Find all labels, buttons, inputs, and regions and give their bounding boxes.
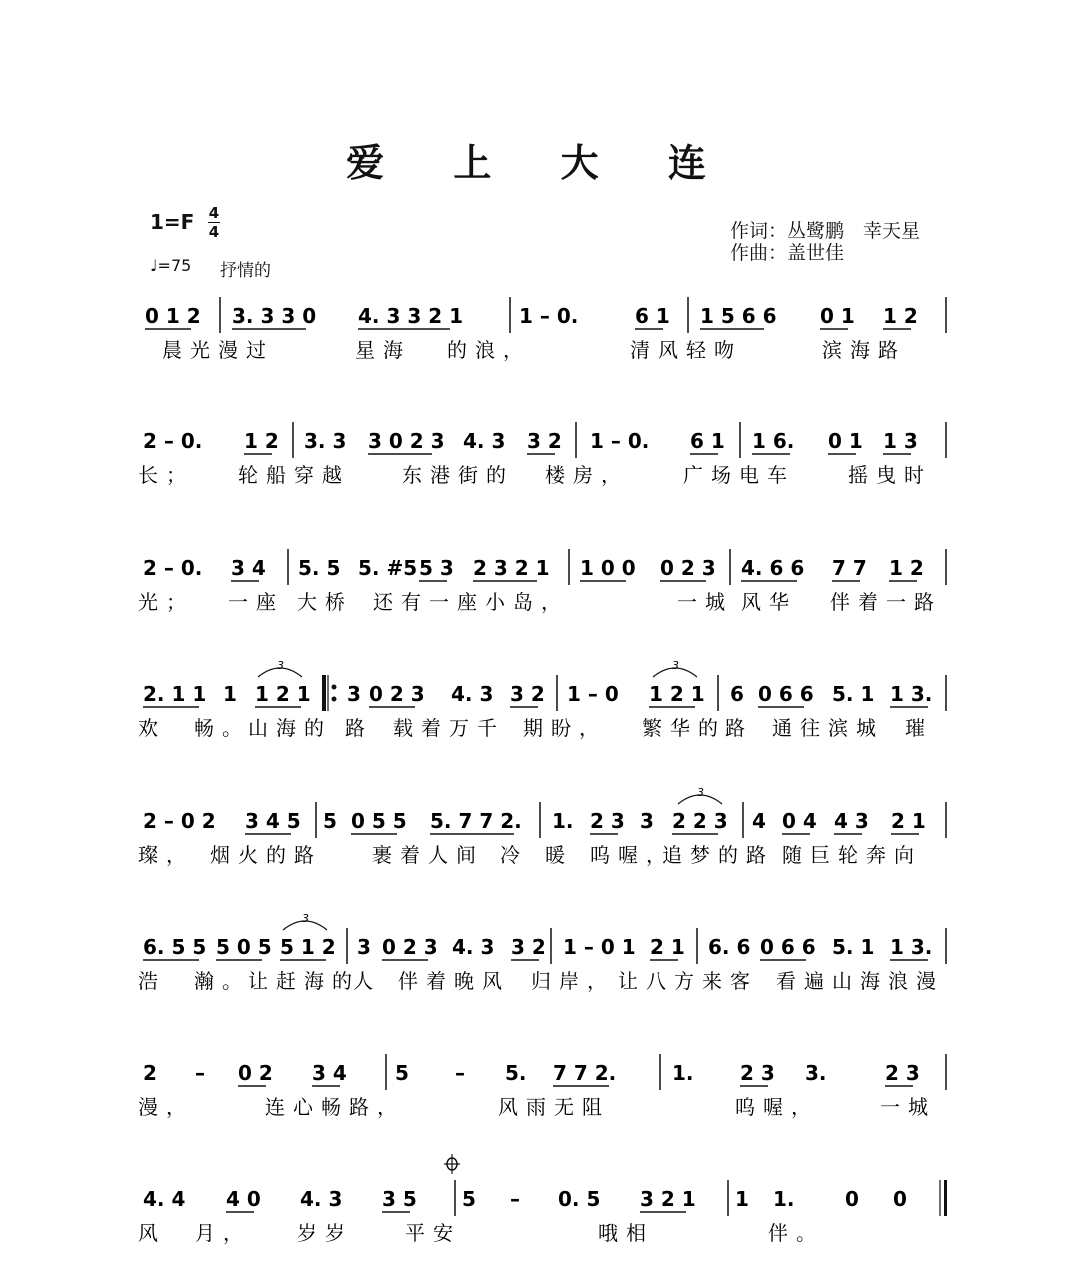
lyric-text: 光；	[138, 590, 194, 614]
note-group: 5	[462, 1187, 476, 1211]
note-group: 6	[730, 682, 744, 706]
note-group: 0 4	[782, 809, 817, 833]
note-group: 5 3	[419, 556, 454, 580]
lyric-text: 呜喔，	[590, 843, 674, 867]
lyric-text: 还有一座小岛，	[373, 590, 569, 614]
lyric-text: 繁华的	[642, 716, 726, 740]
note-group: 1.	[773, 1187, 795, 1211]
note-group: 0 2 3	[660, 556, 716, 580]
lyric-text: 暖	[545, 843, 573, 867]
lyric-text: 冷	[500, 843, 528, 867]
lyric-text: 欢 畅。	[138, 716, 250, 740]
expression-mark: 抒情的	[220, 261, 271, 281]
note-group: 0 6 6	[758, 682, 814, 706]
note-group: 2 – 0 2	[143, 809, 216, 833]
lyric-text: 随巨轮奔向	[782, 843, 922, 867]
note-group: 1 – 0	[567, 682, 619, 706]
lyric-text: 楼房，	[545, 463, 629, 487]
note-group: 5	[323, 809, 337, 833]
repeat-dot	[332, 685, 337, 690]
key-signature: 1=F	[150, 210, 195, 234]
lyric-text: 风	[138, 1221, 166, 1245]
lyric-text: 的浪，	[447, 338, 531, 362]
note-group: 4. 3	[300, 1187, 343, 1211]
note-group: 3	[347, 682, 361, 706]
repeat-dot	[332, 697, 337, 702]
lyric-text: 伴。	[768, 1221, 824, 1245]
note-group: –	[510, 1187, 520, 1211]
lyric-text: 山海的	[248, 716, 332, 740]
lyric-text: 璨，	[138, 843, 194, 867]
lyric-text: 呜喔，	[735, 1095, 819, 1119]
note-group: 2 1	[891, 809, 926, 833]
note-group: 1 – 0.	[519, 304, 579, 328]
lyric-text: 滨海路	[822, 338, 906, 362]
lyric-text: 让八方来客	[618, 969, 758, 993]
lyric-text: 星海	[355, 338, 411, 362]
lyric-text: 长；	[138, 463, 194, 487]
note-group: 1	[223, 682, 237, 706]
note-group: 1 – 0.	[590, 429, 650, 453]
lyric-text: 晨光漫过	[162, 338, 274, 362]
lyric-text: 岁岁	[297, 1221, 353, 1245]
note-group: 2 3	[740, 1061, 775, 1085]
lyric-text: 路	[725, 716, 753, 740]
note-group: 5. 1	[832, 935, 875, 959]
note-group: 4. 3	[463, 429, 506, 453]
lyric-text: 人	[353, 969, 381, 993]
note-group: 0 2	[238, 1061, 273, 1085]
note-group: 4. 3	[451, 682, 494, 706]
note-group: 0 2 3	[382, 935, 438, 959]
note-group: 0 1 2	[145, 304, 201, 328]
lyric-text: 璀	[905, 716, 933, 740]
note-group: 5. 1	[832, 682, 875, 706]
note-group: 1 6.	[752, 429, 795, 453]
note-group: 3 2	[510, 682, 545, 706]
lyric-text: 一城	[677, 590, 733, 614]
note-group: 1 2 1	[649, 682, 705, 706]
note-group: 2 – 0.	[143, 429, 203, 453]
note-group: 0 1	[820, 304, 855, 328]
note-group: 4. 4	[143, 1187, 186, 1211]
repeat-bar-thick	[322, 675, 326, 711]
note-group: 0	[845, 1187, 859, 1211]
note-group: 6. 6	[708, 935, 751, 959]
note-group: 7 7	[832, 556, 867, 580]
lyric-text: 看遍山海浪漫	[776, 969, 944, 993]
triplet-number: 3	[697, 786, 704, 799]
note-group: 7 7 2.	[553, 1061, 617, 1085]
note-group: 0. 5	[558, 1187, 601, 1211]
lyric-text: 一城	[880, 1095, 936, 1119]
note-group: 3	[640, 809, 654, 833]
lyric-text: 追梦的路	[662, 843, 774, 867]
note-group: 0 2 3	[369, 682, 425, 706]
note-group: 3 2	[511, 935, 546, 959]
note-group: 1 3	[883, 429, 918, 453]
time-signature-bottom: 4	[208, 223, 220, 241]
time-signature-top: 4	[208, 204, 220, 222]
lyric-text: 一座	[228, 590, 284, 614]
tempo-mark: ♩=75	[150, 256, 192, 275]
note-group: 0 5 5	[351, 809, 407, 833]
note-group: 0 1	[828, 429, 863, 453]
note-group: 4. 3	[452, 935, 495, 959]
note-group: 1 0 0	[580, 556, 636, 580]
lyric-text: 烟火的路	[210, 843, 322, 867]
note-group: 5.	[505, 1061, 527, 1085]
note-group: 5 0 5	[216, 935, 272, 959]
note-group: 4 0	[226, 1187, 261, 1211]
note-group: 1.	[552, 809, 574, 833]
note-group: 5 1 2	[280, 935, 336, 959]
note-group: 1 – 0 1	[563, 935, 636, 959]
note-group: 2 – 0.	[143, 556, 203, 580]
lyric-text: 让赶海的	[248, 969, 360, 993]
note-group: 3. 3	[304, 429, 347, 453]
lyric-text: 归岸，	[531, 969, 615, 993]
note-group: –	[455, 1061, 465, 1085]
note-group: 1 3.	[890, 682, 933, 706]
note-group: 1.	[672, 1061, 694, 1085]
lyric-text: 平安	[405, 1221, 461, 1245]
note-group: 5. 7 7 2.	[430, 809, 522, 833]
note-group: 3 4	[231, 556, 266, 580]
note-group: 1 3.	[890, 935, 933, 959]
lyric-text: 载着万千	[393, 716, 505, 740]
triplet-number: 3	[277, 659, 284, 672]
note-group: 4. 6 6	[741, 556, 805, 580]
note-group: 1 5 6 6	[700, 304, 777, 328]
note-group: 1 2	[244, 429, 279, 453]
lyric-text: 清风轻吻	[630, 338, 742, 362]
note-group: 3	[357, 935, 371, 959]
lyric-text: 摇曳时	[848, 463, 932, 487]
triplet-number: 3	[672, 659, 679, 672]
lyric-text: 轮船穿越	[238, 463, 350, 487]
lyric-text: 哦相	[598, 1221, 654, 1245]
note-group: 1 2	[883, 304, 918, 328]
note-group: 4 3	[834, 809, 869, 833]
note-group: 3 2 1	[640, 1187, 696, 1211]
note-group: 2. 1 1	[143, 682, 207, 706]
note-group: 6. 5 5	[143, 935, 207, 959]
note-group: 3 2	[527, 429, 562, 453]
note-group: 1	[735, 1187, 749, 1211]
note-group: 3 5	[382, 1187, 417, 1211]
note-group: 4	[752, 809, 766, 833]
lyric-text: 浩 瀚。	[138, 969, 250, 993]
lyric-text: 路	[345, 716, 373, 740]
note-group: 5. 5	[298, 556, 341, 580]
note-group: 6 1	[635, 304, 670, 328]
lyric-text: 大桥	[297, 590, 353, 614]
note-group: 5. #5	[358, 556, 418, 580]
final-bar-thick	[944, 1180, 947, 1216]
note-group: 1 2 1	[255, 682, 311, 706]
composer-credit: 作曲：盖世佳	[730, 242, 845, 264]
note-group: 6 1	[690, 429, 725, 453]
note-group: 3 4	[312, 1061, 347, 1085]
note-group: 2 3	[885, 1061, 920, 1085]
note-group: 2 3	[590, 809, 625, 833]
note-group: 2	[143, 1061, 157, 1085]
note-group: 4. 3 3 2 1	[358, 304, 464, 328]
note-group: 3.	[805, 1061, 827, 1085]
lyric-text: 风雨无阻	[498, 1095, 610, 1119]
note-group: –	[195, 1061, 205, 1085]
lyric-text: 期盼，	[523, 716, 607, 740]
lyric-text: 伴着晚风	[398, 969, 510, 993]
lyric-text: 连心畅路，	[265, 1095, 405, 1119]
song-title: 爱 上 大 连	[346, 141, 734, 185]
note-group: 2 2 3	[672, 809, 728, 833]
lyric-text: 广场电车	[683, 463, 795, 487]
lyric-text: 风华	[741, 590, 797, 614]
lyric-text: 通往滨城	[772, 716, 884, 740]
lyricist-credit: 作词：丛鹭鹏 幸天星	[730, 220, 921, 242]
lyric-text: 东港街的	[402, 463, 514, 487]
note-group: 1 2	[889, 556, 924, 580]
triplet-number: 3	[302, 912, 309, 925]
note-group: 2 1	[650, 935, 685, 959]
lyric-text: 月，	[195, 1221, 251, 1245]
note-group: 3. 3 3 0	[232, 304, 317, 328]
note-group: 0	[893, 1187, 907, 1211]
note-group: 2 3 2 1	[473, 556, 550, 580]
lyric-text: 漫，	[138, 1095, 194, 1119]
note-group: 5	[395, 1061, 409, 1085]
lyric-text: 裹着人间	[372, 843, 484, 867]
note-group: 3 0 2 3	[368, 429, 445, 453]
note-group: 3 4 5	[245, 809, 301, 833]
note-group: 0 6 6	[760, 935, 816, 959]
lyric-text: 伴着一路	[830, 590, 942, 614]
